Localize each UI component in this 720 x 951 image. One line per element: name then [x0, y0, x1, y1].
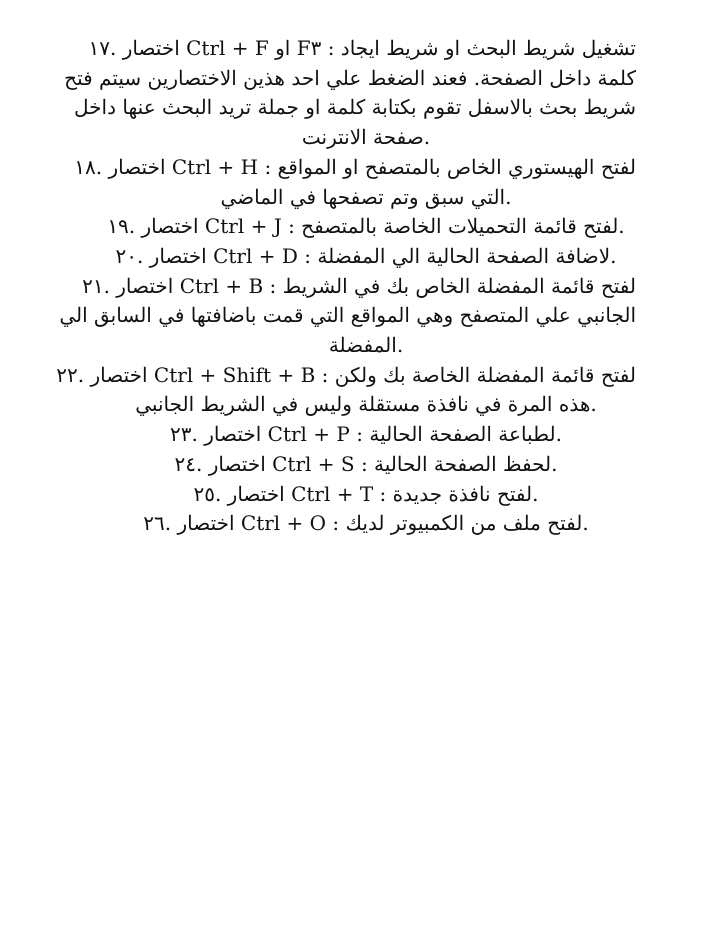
text-line: .لفتح قائمة التحميلات الخاصة بالمتصفح : Ctrl + J اختصار .١٩: [107, 214, 625, 239]
text-line: لفتح الهيستوري الخاص بالمتصفح او المواقع : Ctrl + H اختصار .١٨: [74, 154, 636, 179]
text-line: .المفضلة: [328, 333, 404, 358]
shortcuts-text-block: [56, 34, 636, 539]
text-line: لفتح قائمة المفضلة الخاص بك في الشريط : Ctrl + B اختصار .٢١: [82, 273, 636, 298]
text-line: .لاضافة الصفحة الحالية الي المفضلة : Ctrl + D اختصار .٢٠: [115, 243, 617, 268]
text-line: كلمة داخل الصفحة. فعند الضغط علي احد هذين الاختصارين سيتم فتح: [64, 65, 636, 90]
text-line: الجانبي علي المتصفح وهي المواقع التي قمت باضافتها في السابق الي: [59, 303, 636, 328]
text-line: .لحفظ الصفحة الحالية : Ctrl + S اختصار .٢٤: [174, 451, 558, 476]
text-line: .هذه المرة في نافذة مستقلة وليس في الشريط الجانبي: [135, 392, 597, 417]
text-line: .لطباعة الصفحة الحالية : Ctrl + P اختصار .٢٣: [170, 422, 562, 447]
text-line: تشغيل شريط البحث او شريط ايجاد : F٣ او Ctrl + F اختصار .١٧: [88, 36, 636, 60]
text-line: .لفتح ملف من الكمبيوتر لديك : Ctrl + O اختصار .٢٦: [143, 511, 589, 536]
text-line: .لفتح نافذة جديدة : Ctrl + T اختصار .٢٥: [193, 481, 539, 506]
text-line: لفتح قائمة المفضلة الخاصة بك ولكن : Ctrl + Shift + B اختصار .٢٢: [56, 362, 636, 387]
text-line: .التي سبق وتم تصفحها في الماضي: [220, 184, 512, 209]
text-line: شريط بحث بالاسفل تقوم بكتابة كلمة او جملة تريد البحث عنها داخل: [74, 95, 636, 120]
text-line: .صفحة الانترنت: [301, 125, 431, 150]
